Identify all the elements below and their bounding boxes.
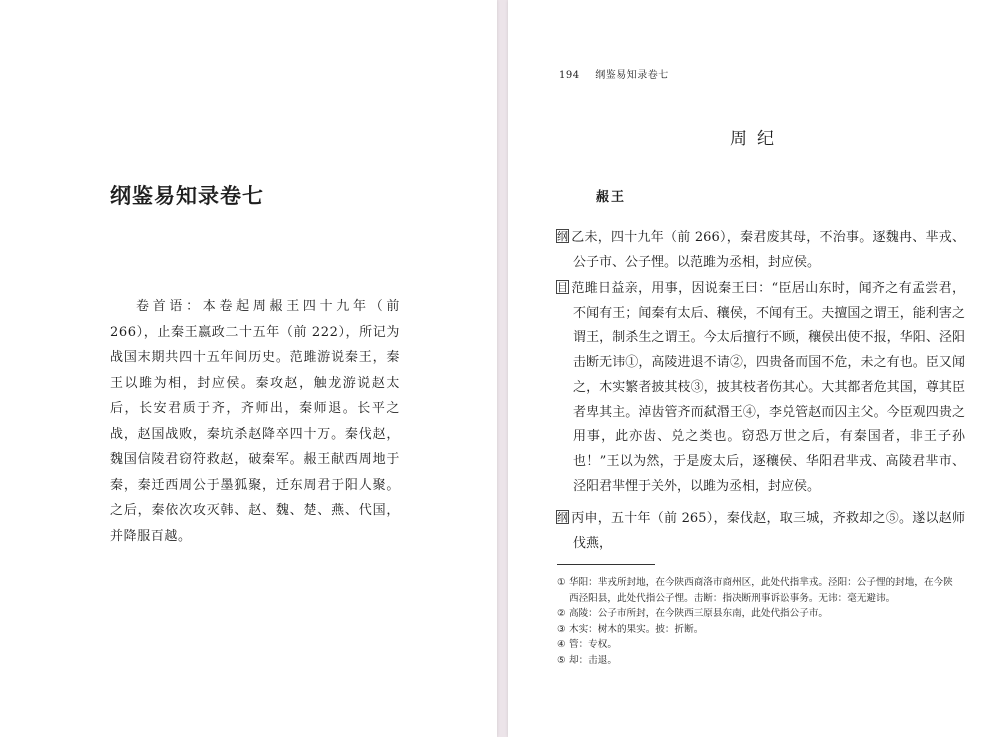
paragraph-gang-1 — [557, 226, 965, 275]
footnote-item — [557, 622, 953, 638]
footnote-number: ④ — [557, 639, 566, 650]
book-title: 纲鉴易知录卷七 — [110, 183, 264, 208]
gang-mark-icon: 纲 — [557, 511, 568, 524]
footnote-number: ③ — [557, 623, 566, 635]
preface-text: 卷首语：本卷起周赧王四十九年（前 266），止秦王嬴政二十五年（前 222），所记为战国末期共四十五年间历史。范雎游说秦王，秦王以雎为相，封应侯。秦攻赵，触龙游说赵太后，长安君质于齐，齐师出，秦师退。长平之战，赵国战败，秦坑杀赵降卒四十万。秦伐赵，魏国信陵君窃符救赵，破秦军。赧王献西周地于秦，秦迁西周公于墨狐聚，迁东周君于阳人聚。之后，秦依次攻灭韩、赵、魏、楚、燕、代国，并降服百越。 — [110, 299, 400, 544]
gang-mark-icon: 纲 — [557, 230, 568, 243]
footnote-text: 却：击退。 — [569, 654, 617, 666]
chapter-title: 周纪 — [730, 129, 784, 149]
mu-mark-icon: 目 — [557, 281, 568, 294]
paragraph-gang-2 — [557, 507, 965, 556]
footnote-item — [557, 637, 953, 653]
footnote-item — [557, 606, 953, 622]
running-title: 纲鉴易知录卷七 — [595, 70, 669, 81]
paragraph-text: 范雎日益亲，用事，因说秦王曰：“臣居山东时，闻齐之有孟尝君，不闻有王；闻秦有太后、穰侯，不闻有王。夫擅国之谓王，能利害之谓王，制杀生之谓王。今太后擅行不顾，穰侯出使不报，华阳、泾阳击断无讳①，高陵进退不请②，四贵备而国不危，未之有也。臣又闻之，木实繁者披其枝③，披其枝者伤其心。大其都者危其国，尊其臣者卑其主。淖齿管齐而弑湣王④，李兑管赵而囚主父。今臣观四贵之用事，此亦齿、兑之类也。窃恐万世之后，有秦国者，非王子孙也！”王以为然，于是废太后，逐穰侯、华阳君芈戎、高陵君芈市、泾阳君芈悝于关外，以雎为丞相，封应侯。 — [571, 281, 965, 494]
footnote-number: ② — [557, 608, 566, 619]
footnote-number: ① — [557, 577, 566, 588]
paragraph-mu — [557, 277, 965, 499]
footnote-text: 高陵：公子市所封，在今陕西三原县东南，此处代指公子市。 — [569, 608, 829, 619]
page-number: 194 — [559, 70, 580, 81]
section-title: 赧王 — [596, 190, 627, 205]
right-page — [508, 0, 1006, 737]
paragraph-text: 乙未，四十九年（前 266），秦君废其母，不治事。逐魏冉、芈戎、公子市、公子悝。以范雎为丞相，封应侯。 — [571, 230, 965, 270]
footnote-number: ⑤ — [557, 654, 566, 666]
footnote-item — [557, 575, 953, 606]
footnotes — [557, 575, 953, 668]
paragraph-text: 丙申，五十年（前 265），秦伐赵，取三城，齐救却之⑤。遂以赵师伐燕， — [571, 511, 965, 551]
footnote-text: 木实：树木的果实。披：折断。 — [569, 623, 704, 635]
footnote-text: 管：专权。 — [569, 639, 617, 650]
footnote-item — [557, 653, 953, 669]
running-header — [559, 66, 669, 81]
left-page — [0, 0, 497, 737]
footnote-text: 华阳：芈戎所封地，在今陕西商洛市商州区，此处代指芈戎。泾阳：公子悝的封地，在今陕西泾阳县，此处代指公子悝。击断：指决断刑事诉讼事务。无讳：毫无避讳。 — [569, 577, 953, 604]
footnote-divider — [557, 564, 655, 565]
